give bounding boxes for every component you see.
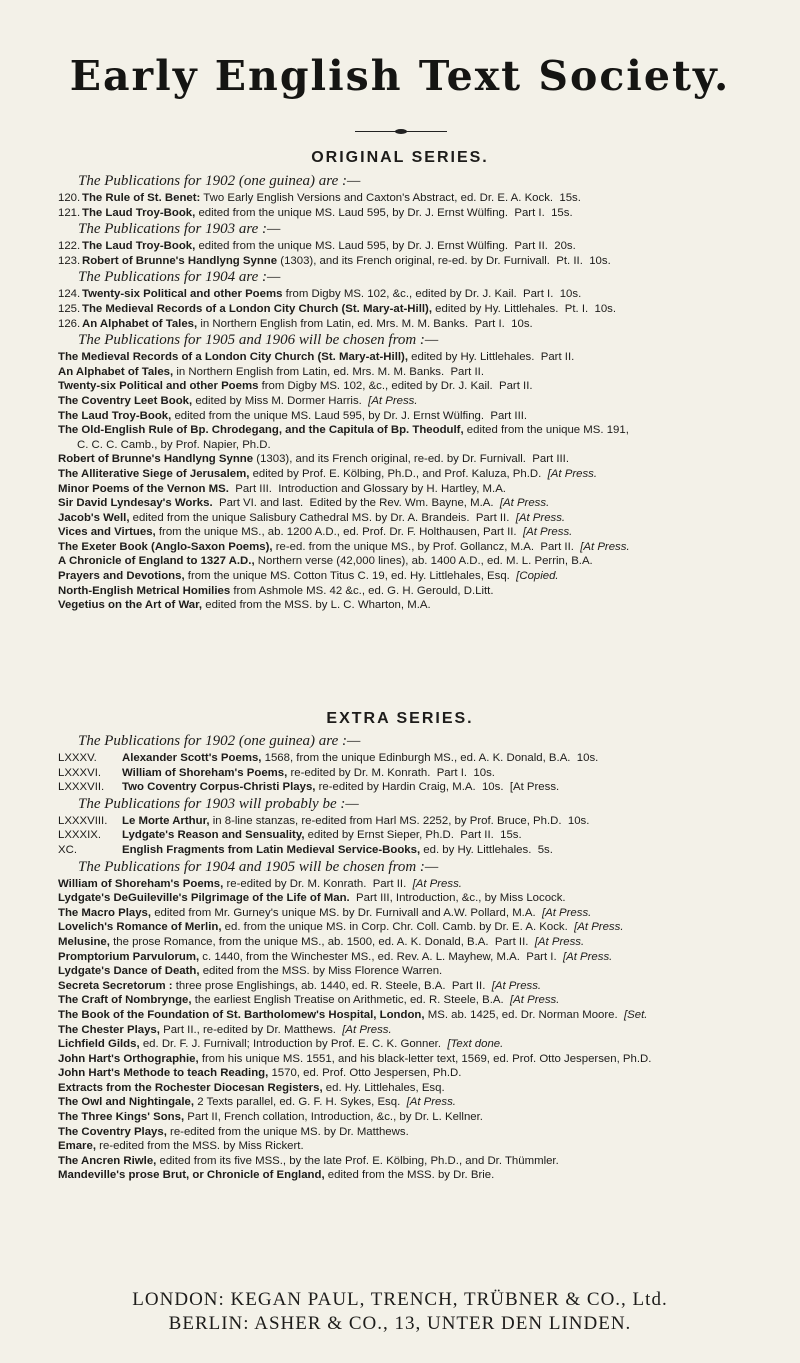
publication-entry (58, 438, 770, 453)
original-series-list (58, 172, 770, 613)
entry-title: The Macro Plays, (58, 906, 152, 919)
original-group-heading: The Publications for 1904 are :— (78, 269, 281, 286)
entry-details: from Digby MS. 102, &c., edited by Dr. J. Kail. Part II. (258, 380, 533, 393)
entry-number: LXXXIX. (58, 829, 102, 842)
publication-entry (58, 935, 770, 950)
entry-details: C. C. C. Camb., by Prof. Napier, Ph.D. (58, 438, 271, 451)
entry-details: in Northern English from Latin, ed. Mrs. M. M. Banks. Part I. 10s. (197, 317, 533, 330)
entry-title: The Three Kings' Sons, (58, 1111, 185, 1124)
publication-entry (58, 554, 770, 569)
publication-entry (58, 814, 770, 829)
entry-press-status: [At Press. (522, 526, 573, 539)
entry-title: Minor Poems of the Vernon MS. (58, 482, 229, 495)
entry-details: ed. Dr. F. J. Furnivall; Introduction by Prof. E. C. K. Gonner. (139, 1038, 448, 1051)
publication-entry (58, 1154, 770, 1169)
publisher-london: LONDON: KEGAN PAUL, TRENCH, TRÜBNER & CO., Ltd. (132, 1289, 668, 1310)
entry-number: XC. (58, 843, 77, 856)
entry-details: (1303), and its French original, re-ed. by Dr. Furnivall. Part III. (253, 453, 570, 466)
publication-entry (58, 1095, 770, 1110)
publication-entry (58, 1139, 770, 1154)
entry-title: An Alphabet of Tales, (82, 317, 198, 330)
entry-details: ed. Hy. Littlehales, Esq. (322, 1081, 445, 1094)
entry-title: The Book of the Foundation of St. Bartholomew's Hospital, London, (58, 1008, 425, 1021)
publication-entry (58, 1110, 770, 1125)
entry-press-status: [At Press. (534, 935, 585, 948)
entry-details: MS. ab. 1425, ed. Dr. Norman Moore. (424, 1008, 624, 1021)
entry-number: 126. (58, 317, 81, 330)
entry-title: Twenty-six Political and other Poems (82, 288, 283, 301)
publication-entry (58, 496, 770, 511)
entry-press-status: [At Press. (574, 921, 624, 934)
entry-number: 121. (58, 206, 81, 219)
entry-title: The Laud Troy-Book, (82, 240, 196, 253)
entry-title: A Chronicle of England to 1327 A.D., (58, 555, 255, 568)
original-series-title: ORIGINAL SERIES. (311, 149, 489, 166)
entry-details: the earliest English Treatise on Arithmetic, ed. R. Steele, B.A. (191, 994, 510, 1007)
entry-title: Mandeville's prose Brut, or Chronicle of England, (58, 1169, 325, 1182)
entry-press-status: [At Press. (368, 394, 418, 407)
entry-details: ed. from the unique MS. in Corp. Chr. Coll. Camb. by Dr. E. A. Kock. (221, 921, 575, 934)
publication-entry (58, 950, 770, 965)
entry-number: 124. (58, 288, 81, 301)
entry-details: Part II, French collation, Introduction, &c., by Dr. L. Kellner. (184, 1111, 483, 1124)
entry-title: The Laud Troy-Book, (58, 409, 172, 422)
entry-details: Part III, Introduction, &c., by Miss Locock. (349, 892, 566, 905)
entry-press-status: [At Press. (412, 877, 462, 890)
entry-number: LXXXVIII. (58, 814, 108, 827)
publication-entry (58, 1008, 770, 1023)
entry-press-status: [At Press. (547, 467, 597, 480)
entry-number: 123. (58, 254, 81, 267)
publication-entry (58, 891, 770, 906)
entry-details: re-ed. from the unique MS., by Prof. Gollancz, M.A. Part II. (272, 540, 581, 553)
entry-title: The Alliterative Siege of Jerusalem, (58, 467, 250, 480)
entry-press-status: [At Press. (499, 497, 550, 510)
publication-entry (58, 584, 770, 599)
entry-press-status: [Copied. (516, 570, 559, 583)
entry-title: The Rule of St. Benet: (82, 192, 201, 204)
entry-title: The Medieval Records of a London City Church (St. Mary-at-Hill), (58, 351, 408, 364)
entry-title: Lydgate's DeGuileville's Pilgrimage of the Life of Man. (58, 892, 350, 905)
publication-entry (58, 365, 770, 380)
entry-details: Part II., re-edited by Dr. Matthews. (159, 1023, 343, 1036)
entry-title: William of Shoreham's Poems, (58, 877, 224, 890)
publication-entry (58, 598, 770, 613)
publication-entry (58, 569, 770, 584)
entry-title: Extracts from the Rochester Diocesan Registers, (58, 1081, 323, 1094)
entry-press-status: [At Press. (541, 906, 592, 919)
entry-title: The Laud Troy-Book, (82, 206, 196, 219)
publication-entry (58, 1037, 770, 1052)
publication-entry (58, 191, 770, 206)
entry-title: Melusine, (58, 935, 110, 948)
publication-entry (58, 780, 770, 795)
entry-press-status: [Text done. (447, 1038, 504, 1051)
entry-details: edited from the MSS. by L. C. Wharton, M.A. (202, 599, 431, 612)
entry-details: edited from the unique Salisbury Cathedral MS. by Dr. A. Brandeis. Part II. (129, 511, 516, 524)
extra-series-title: EXTRA SERIES. (326, 710, 474, 727)
entry-press-status: [At Press. (510, 994, 560, 1007)
entry-title: The Exeter Book (Anglo-Saxon Poems), (58, 540, 273, 553)
entry-details: from his unique MS. 1551, and his black-letter text, 1569, ed. Prof. Otto Jespersen, Ph.D. (198, 1052, 652, 1065)
entry-title: Secreta Secretorum : (58, 979, 173, 992)
entry-details: edited from the unique MS. Laud 595, by Dr. J. Ernst Wülfing. Part III. (171, 409, 528, 422)
publication-entry (58, 1023, 770, 1038)
publication-entry (58, 482, 770, 497)
publication-entry (58, 239, 770, 254)
entry-details: 2 Texts parallel, ed. G. F. H. Sykes, Esq. (194, 1096, 407, 1109)
entry-title: Two Coventry Corpus-Christi Plays, (122, 781, 316, 794)
entry-details: edited by Ernst Sieper, Ph.D. Part II. 15s. (304, 829, 522, 842)
entry-title: Robert of Brunne's Handlyng Synne (82, 254, 278, 267)
publication-entry (58, 394, 770, 409)
publication-entry (58, 843, 770, 858)
entry-press-status: [At Press. (491, 979, 542, 992)
entry-title: The Old-English Rule of Bp. Chrodegang, and the Capitula of Bp. Theodulf, (58, 424, 464, 437)
entry-details: in 8-line stanzas, re-edited from Harl MS. 2252, by Prof. Bruce, Ph.D. 10s. (209, 814, 590, 827)
publication-entry (58, 423, 770, 438)
entry-details: re-edited from the MSS. by Miss Rickert. (96, 1140, 304, 1153)
entry-details: three prose Englishings, ab. 1440, ed. R. Steele, B.A. Part II. (172, 979, 492, 992)
entry-title: Le Morte Arthur, (122, 814, 210, 827)
publication-entry (58, 379, 770, 394)
entry-press-status: [At Press. (562, 950, 613, 963)
entry-details: Northern verse (42,000 lines), ab. 1400 A.D., ed. M. L. Perrin, B.A. (254, 555, 593, 568)
entry-title: The Coventry Leet Book, (58, 394, 193, 407)
original-group-heading: The Publications for 1903 are :— (78, 221, 281, 238)
entry-title: William of Shoreham's Poems, (122, 766, 288, 779)
entry-press-status: [Set. (624, 1008, 648, 1021)
entry-title: Lydgate's Dance of Death, (58, 965, 200, 978)
entry-title: John Hart's Orthographie, (58, 1052, 199, 1065)
entry-details: edited from its five MSS., by the late Prof. E. Kölbing, Ph.D., and Dr. Thümmler. (156, 1154, 559, 1167)
entry-details: edited by Hy. Littlehales. Pt. I. 10s. (431, 302, 617, 315)
publication-entry (58, 302, 770, 317)
entry-title: Robert of Brunne's Handlyng Synne (58, 453, 254, 466)
entry-title: English Fragments from Latin Medieval Service-Books, (122, 843, 421, 856)
publication-entry (58, 409, 770, 424)
entry-number: 125. (58, 302, 81, 315)
entry-title: Lydgate's Reason and Sensuality, (122, 829, 305, 842)
entry-title: Lichfield Gilds, (58, 1038, 140, 1051)
entry-details: Two Early English Versions and Caxton's Abstract, ed. Dr. E. A. Kock. 15s. (200, 192, 581, 204)
entry-number: LXXXVI. (58, 766, 102, 779)
entry-details: ed. by Hy. Littlehales. 5s. (420, 843, 553, 856)
entry-details: edited by Hy. Littlehales. Part II. (407, 351, 575, 364)
entry-title: Jacob's Well, (58, 511, 130, 524)
entry-title: Vegetius on the Art of War, (58, 599, 203, 612)
entry-details: (1303), and its French original, re-ed. by Dr. Furnivall. Pt. II. 10s. (277, 254, 611, 267)
entry-title: The Owl and Nightingale, (58, 1096, 195, 1109)
publication-entry (58, 452, 770, 467)
entry-title: Emare, (58, 1140, 96, 1153)
publication-entry (58, 525, 770, 540)
entry-details: edited from the unique MS. 191, (463, 424, 629, 437)
publication-entry (58, 979, 770, 994)
publication-entry (58, 964, 770, 979)
extra-group-heading: The Publications for 1902 (one guinea) are :— (78, 733, 361, 749)
entry-details: from the unique MS. Cotton Titus C. 19, ed. Hy. Littlehales, Esq. (184, 570, 517, 583)
entry-press-status: [At Press. (580, 540, 630, 553)
entry-title: An Alphabet of Tales, (58, 365, 174, 378)
entry-number: 122. (58, 240, 81, 253)
entry-details: in Northern English from Latin, ed. Mrs. M. M. Banks. Part II. (173, 365, 485, 378)
publication-entry (58, 540, 770, 555)
entry-title: The Chester Plays, (58, 1023, 160, 1036)
entry-details: edited by Prof. E. Kölbing, Ph.D., and Prof. Kaluza, Ph.D. (249, 467, 548, 480)
entry-press-status: [At Press. (342, 1023, 392, 1036)
original-group-heading: The Publications for 1902 (one guinea) are :— (78, 173, 361, 189)
entry-details: re-edited by Dr. M. Konrath. Part I. 10s. (287, 766, 495, 779)
entry-press-status: [At Press. (406, 1096, 456, 1109)
entry-title: Twenty-six Political and other Poems (58, 380, 259, 393)
publication-entry (58, 1125, 770, 1140)
entry-details: 1570, ed. Prof. Otto Jespersen, Ph.D. (268, 1067, 462, 1080)
publication-entry (58, 1081, 770, 1096)
entry-number: LXXXVII. (58, 781, 105, 794)
entry-number: 120. (58, 192, 81, 204)
publication-entry (58, 751, 770, 766)
entry-number: LXXXV. (58, 752, 97, 764)
publication-entry (58, 920, 770, 935)
entry-title: Lovelich's Romance of Merlin, (58, 921, 222, 934)
society-masthead: Early English Text Society. (69, 52, 731, 100)
publication-entry (58, 766, 770, 781)
entry-details: edited from the MSS. by Miss Florence Warren. (199, 965, 443, 978)
publication-entry (58, 1168, 770, 1183)
publication-entry (58, 993, 770, 1008)
entry-title: Alexander Scott's Poems, (122, 752, 262, 764)
entry-title: John Hart's Methode to teach Reading, (58, 1067, 269, 1080)
entry-details: c. 1440, from the Winchester MS., ed. Rev. A. L. Mayhew, M.A. Part I. (199, 950, 563, 963)
publication-entry (58, 317, 770, 332)
publication-entry (58, 828, 770, 843)
entry-details: from Ashmole MS. 42 &c., ed. G. H. Gerould, D.Litt. (230, 584, 494, 597)
publication-entry (58, 1066, 770, 1081)
entry-details: edited from the unique MS. Laud 595, by Dr. J. Ernst Wülfing. Part II. 20s. (195, 240, 576, 253)
entry-title: Sir David Lyndesay's Works. (58, 497, 213, 510)
entry-details: re-edited by Hardin Craig, M.A. 10s. [At Press. (315, 781, 560, 794)
extra-series-list (58, 732, 770, 1183)
publication-entry (58, 206, 770, 221)
entry-details: re-edited from the unique MS. by Dr. Matthews. (166, 1125, 409, 1138)
entry-press-status: [At Press. (515, 511, 566, 524)
publication-entry (58, 1052, 770, 1067)
entry-details: edited from the MSS. by Dr. Brie. (324, 1169, 495, 1182)
entry-details: Part III. Introduction and Glossary by H. Hartley, M.A. (228, 482, 506, 495)
publication-entry (58, 350, 770, 365)
entry-details: edited from Mr. Gurney's unique MS. by Dr. Furnivall and A.W. Pollard, M.A. (151, 906, 542, 919)
entry-title: The Medieval Records of a London City Church (St. Mary-at-Hill), (82, 302, 432, 315)
entry-title: North-English Metrical Homilies (58, 584, 231, 597)
entry-title: The Craft of Nombrynge, (58, 994, 192, 1007)
entry-details: Part VI. and last. Edited by the Rev. Wm. Bayne, M.A. (212, 497, 500, 510)
entry-title: Prayers and Devotions, (58, 570, 185, 583)
entry-title: Vices and Virtues, (58, 526, 156, 539)
entry-details: 1568, from the unique Edinburgh MS., ed. A. K. Donald, B.A. 10s. (261, 752, 599, 764)
entry-title: The Coventry Plays, (58, 1125, 167, 1138)
entry-details: from Digby MS. 102, &c., edited by Dr. J. Kail. Part I. 10s. (282, 288, 582, 301)
entry-title: Promptorium Parvulorum, (58, 950, 200, 963)
ornamental-rule (355, 131, 447, 132)
extra-group-heading: The Publications for 1903 will probably be :— (78, 795, 359, 812)
publication-entry (58, 254, 770, 269)
entry-details: the prose Romance, from the unique MS., ab. 1500, ed. A. K. Donald, B.A. Part II. (109, 935, 535, 948)
entry-details: edited by Miss M. Dormer Harris. (192, 394, 369, 407)
publication-entry (58, 877, 770, 892)
publication-entry (58, 511, 770, 526)
entry-details: re-edited by Dr. M. Konrath. Part II. (223, 877, 413, 890)
publication-entry (58, 906, 770, 921)
extra-group-heading: The Publications for 1904 and 1905 will be chosen from :— (78, 858, 439, 875)
original-group-heading: The Publications for 1905 and 1906 will be chosen from :— (78, 332, 439, 349)
publisher-berlin: BERLIN: ASHER & CO., 13, UNTER DEN LINDEN. (168, 1313, 632, 1334)
entry-title: The Ancren Riwle, (58, 1154, 157, 1167)
entry-details: edited from the unique MS. Laud 595, by Dr. J. Ernst Wülfing. Part I. 15s. (195, 206, 573, 219)
entry-details: from the unique MS., ab. 1200 A.D., ed. Prof. Dr. F. Holthausen, Part II. (155, 526, 523, 539)
publication-entry (58, 287, 770, 302)
publication-entry (58, 467, 770, 482)
